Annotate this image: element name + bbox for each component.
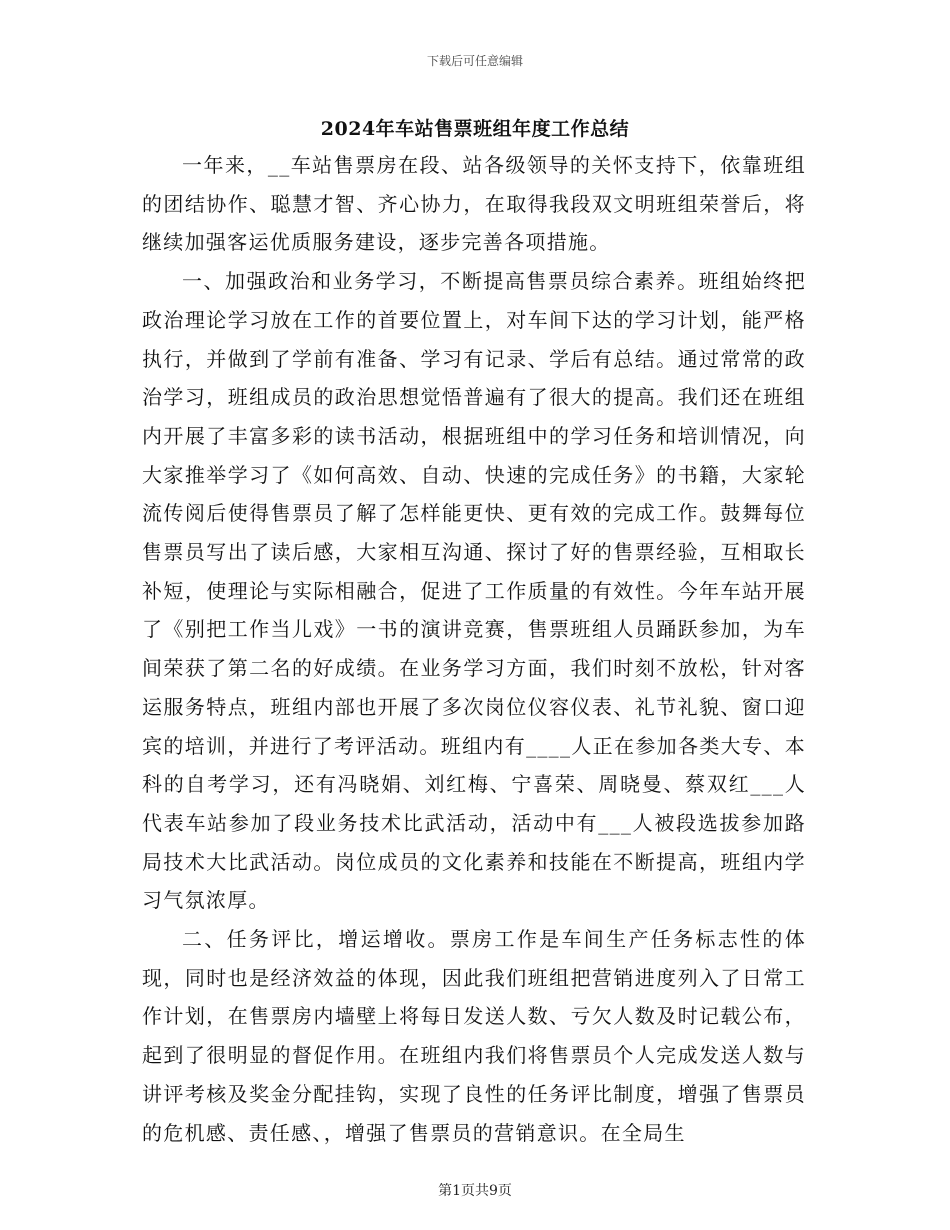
document-title: 2024年车站售票班组年度工作总结 (320, 118, 630, 140)
paragraph-sales: 二、任务评比，增运增收。票房工作是车间生产任务标志性的体现，同时也是经济效益的体现，因此我们班组把营销进度列入了日常工作计划，在售票房内墙壁上将每日发送人数、亏欠人数及时记载公布，起到了很明显的督促作用。在班组内我们将售票员个人完成发送人数与讲评考核及奖金分配挂钩，实现了良性的任务评比制度，增强了售票员的危机感、责任感、，增强了售票员的营销意识。在全局生 (142, 927, 806, 1145)
page-number: 第1页共9页 (438, 1183, 512, 1199)
paragraph-intro: 一年来，__车站售票房在段、站各级领导的关怀支持下，依靠班组的团结协作、聪慧才智、齐心协力，在取得我段双文明班组荣誉后，将继续加强客运优质服务建设，逐步完善各项措施。 (142, 153, 806, 255)
paragraph-study: 一、加强政治和业务学习，不断提高售票员综合素养。班组始终把政治理论学习放在工作的首要位置上，对车间下达的学习计划，能严格执行，并做到了学前有准备、学习有记录、学后有总结。通过常常的政治学习，班组成员的政治思想觉悟普遍有了很大的提高。我们还在班组内开展了丰富多彩的读书活动，根据班组中的学习任务和培训情况，向大家推举学习了《如何高效、自动、快速的完成任务》的书籍，大家轮流传阅后使得售票员了解了怎样能更快、更有效的完成工作。鼓舞每位售票员写出了读后感，大家相互沟通、探讨了好的售票经验，互相取长补短，使理论与实际相融合，促进了工作质量的有效性。今年车站开展了《别把工作当儿戏》一书的演讲竞赛，售票班组人员踊跃参加，为车间荣获了第二名的好成绩。在业务学习方面，我们时刻不放松，针对客运服务特点，班组内部也开展了多次岗位仪容仪表、礼节礼貌、窗口迎宾的培训，并进行了考评活动。班组内有____人正在参加各类大专、本科的自考学习，还有冯晓娟、刘红梅、宁喜荣、周晓曼、蔡双红___人代表车站参加了段业务技术比武活动，活动中有___人被段选拔参加路局技术大比武活动。岗位成员的文化素养和技能在不断提高，班组内学习气氛浓厚。 (142, 269, 806, 913)
document-body (142, 146, 806, 1152)
download-note: 下载后可任意编辑 (426, 54, 523, 68)
